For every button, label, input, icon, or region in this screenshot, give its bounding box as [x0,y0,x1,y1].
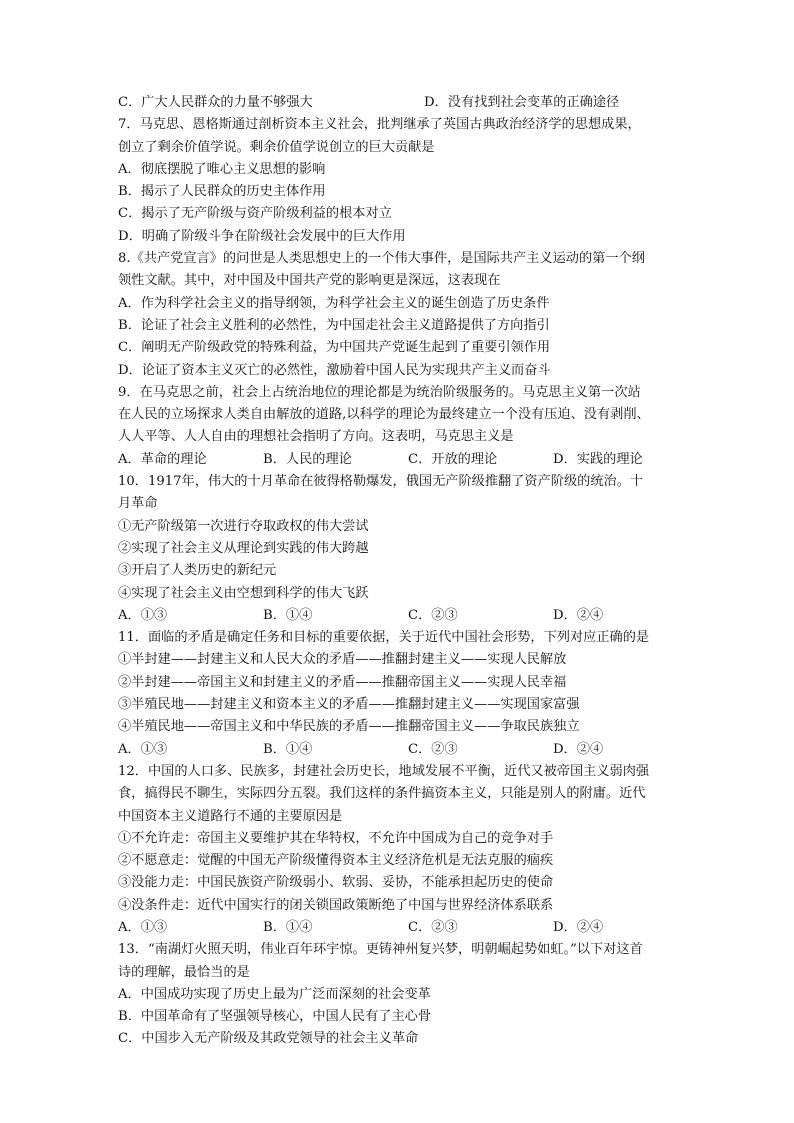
question-11 [118,627,678,761]
q7-option-d: D．明确了阶级斗争在阶级社会发展中的巨大作用 [118,228,406,244]
q12-item-3: ③没能力走：中国民族资产阶级弱小、软弱、妥协，不能承担起历史的使命 [118,875,554,891]
q10-option-a: A．①③ [118,607,168,623]
q11-options [118,739,678,761]
q13-option-b: B．中国革命有了坚强领导核心，中国人民有了主心骨 [118,1009,432,1025]
question-10 [118,471,678,627]
q12-option-a: A．①③ [118,919,168,935]
q8-stem-line: 8.《共产党宣言》的问世是人类思想史上的一个伟大事件，是国际共产主义运动的第一个纲 [118,251,645,267]
q12-item-4: ④没条件走：近代中国实行的闭关锁国政策断绝了中国与世界经济体系联系 [118,897,554,913]
q8-option-a: A．作为科学社会主义的指导纲领，为科学社会主义的诞生创造了历史条件 [118,295,550,311]
q12-options [118,917,678,939]
q10-option-d: D．②④ [553,607,604,623]
q10-option-c: C．②③ [408,607,458,623]
q7-option-a: A．彻底摆脱了唯心主义思想的影响 [118,161,326,177]
q13-stem-line: 诗的理解，最恰当的是 [118,964,250,980]
question-8 [118,248,678,382]
q11-item-1: ①半封建——封建主义和人民大众的矛盾——推翻封建主义——实现人民解放 [118,652,567,668]
q7-option-b: B．揭示了人民群众的历史主体作用 [118,184,326,200]
q8-option-d: D．论证了资本主义灭亡的必然性，激励着中国人民为实现共产主义而奋斗 [118,362,551,378]
q12-option-b: B．①④ [263,919,313,935]
q10-options [118,605,678,627]
q9-options [118,449,678,471]
q13-option-c: C．中国步入无产阶级及其政党领导的社会主义革命 [118,1031,419,1047]
q9-option-a: A．革命的理论 [118,451,207,467]
q12-stem-line: 12．中国的人口多、民族多，封建社会历史长，地域发展不平衡，近代又被帝国主义弱肉强 [118,763,650,779]
q11-option-d: D．②④ [553,741,604,757]
q12-item-1: ①不允许走：帝国主义要维护其在华特权，不允许中国成为自己的竞争对手 [118,830,554,846]
q9-option-c: C．开放的理论 [408,451,498,467]
question-12 [118,761,678,939]
q10-stem-line: 月革命 [118,496,158,512]
q10-item-3: ③开启了人类历史的新纪元 [118,563,277,579]
q12-stem-line: 中国资本主义道路行不通的主要原因是 [118,808,343,824]
q11-option-c: C．②③ [408,741,458,757]
q11-item-4: ④半殖民地——帝国主义和中华民族的矛盾——推翻帝国主义——争取民族独立 [118,719,580,735]
q13-stem-line: 13．“南湖灯火照天明，伟业百年环宇惊。更铸神州复兴梦，明朝崛起势如虹。”以下对这首 [118,942,643,958]
q11-option-a: A．①③ [118,741,168,757]
q10-item-2: ②实现了社会主义从理论到实践的伟大跨越 [118,540,369,556]
q10-option-b: B．①④ [263,607,313,623]
q6-options [118,92,678,114]
q7-option-c: C．揭示了无产阶级与资产阶级利益的根本对立 [118,206,392,222]
q12-item-2: ②不愿意走：觉醒的中国无产阶级懂得资本主义经济危机是无法克服的痼疾 [118,853,554,869]
q9-option-d: D．实践的理论 [553,451,643,467]
q7-stem-line: 创立了剩余价值学说。剩余价值学说创立的巨大贡献是 [118,139,435,155]
q12-option-d: D．②④ [553,919,604,935]
q9-stem-line: 在人民的立场探求人类自由解放的道路,以科学的理论为最终建立一个没有压迫、没有剥削、 [118,407,650,423]
q7-stem-line: 7．马克思、恩格斯通过剖析资本主义社会，批判继承了英国古典政治经济学的思想成果， [118,117,641,133]
q12-stem-line: 食，搞得民不聊生，实际四分五裂。我们这样的条件搞资本主义，只能是别人的附庸。近代 [118,786,646,802]
q11-option-b: B．①④ [263,741,313,757]
q10-item-4: ④实现了社会主义由空想到科学的伟大飞跃 [118,585,369,601]
q11-item-3: ③半殖民地——封建主义和资本主义的矛盾——推翻封建主义——实现国家富强 [118,697,580,713]
q9-option-b: B．人民的理论 [263,451,352,467]
question-13 [118,939,678,1050]
q10-stem-line: 10．1917年，伟大的十月革命在彼得格勒爆发，俄国无产阶级推翻了资产阶级的统治。十 [118,474,644,490]
exam-page [118,92,678,1051]
q12-option-c: C．②③ [408,919,458,935]
q8-option-c: C．阐明无产阶级政党的特殊利益，为中国共产党诞生起到了重要引领作用 [118,340,551,356]
q11-stem-line: 11．面临的矛盾是确定任务和目标的重要依据，关于近代中国社会形势，下列对应正确的是 [118,630,650,646]
q6-option-c: C．广大人民群众的力量不够强大 [118,95,313,110]
question-7 [118,114,678,248]
q11-item-2: ②半封建——帝国主义和封建主义的矛盾——推翻帝国主义——实现人民幸福 [118,674,567,690]
q10-item-1: ①无产阶级第一次进行夺取政权的伟大尝试 [118,518,369,534]
q13-option-a: A．中国成功实现了历史上最为广泛而深刻的社会变革 [118,986,431,1002]
q9-stem-line: 人人平等、人人自由的理想社会指明了方向。这表明，马克思主义是 [118,429,514,445]
q8-option-b: B．论证了社会主义胜利的必然性，为中国走社会主义道路提供了方向指引 [118,317,550,333]
q6-option-d: D．没有找到社会变革的正确途径 [424,95,620,110]
q9-stem-line: 9．在马克思之前，社会上占统治地位的理论都是为统治阶级服务的。马克思主义第一次站 [118,384,641,400]
question-9 [118,382,678,471]
q8-stem-line: 领性文献。其中，对中国及中国共产党的影响更是深远，这表现在 [118,273,501,289]
